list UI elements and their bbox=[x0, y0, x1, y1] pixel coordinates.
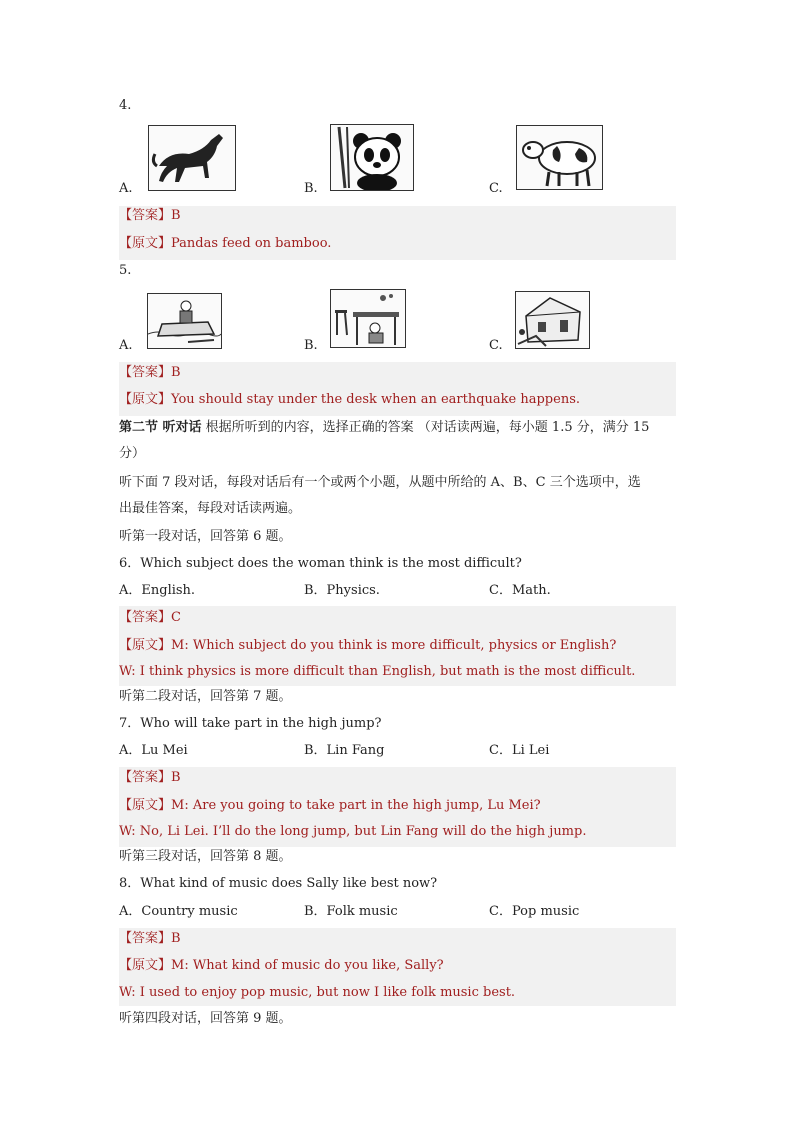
dialog1-intro: 听第一段对话，回答第 6 题。 bbox=[119, 529, 292, 544]
source-text: M: What kind of music do you like, Sally? bbox=[171, 958, 444, 973]
q8-source-2: W: I used to enjoy pop music, but now I like folk music best. bbox=[119, 985, 516, 1000]
q8-source-1 bbox=[119, 957, 676, 975]
answer-tag: 【答案】 bbox=[119, 610, 172, 625]
boy-on-raft-picture bbox=[147, 293, 222, 349]
cow-picture bbox=[516, 125, 603, 190]
q6-source-1 bbox=[119, 637, 676, 655]
q4-option-b[interactable]: B. bbox=[304, 181, 318, 196]
q8-question: 8．What kind of music does Sally like best now? bbox=[119, 876, 438, 891]
dialog3-intro: 听第三段对话，回答第 8 题。 bbox=[119, 849, 292, 864]
earthquake-desk-icon bbox=[331, 290, 405, 347]
answer-value: B bbox=[171, 931, 181, 946]
q5-source bbox=[119, 391, 676, 409]
q6-source-2: W: I think physics is more difficult than English, but math is the most difficult. bbox=[119, 664, 636, 679]
answer-value: B bbox=[171, 365, 181, 380]
collapsed-house-icon bbox=[516, 292, 589, 348]
horse-picture bbox=[148, 125, 236, 191]
q7-option-a[interactable]: A．Lu Mei bbox=[119, 743, 188, 758]
section-paragraph-2: 出最佳答案，每段对话读两遍。 bbox=[119, 501, 302, 516]
horse-icon bbox=[149, 126, 235, 190]
q8-option-c[interactable]: C．Pop music bbox=[489, 904, 580, 919]
section-paragraph-1: 听下面 7 段对话，每段对话后有一个或两个小题，从题中所给的 A、B、C 三个选项中，选 bbox=[119, 475, 641, 490]
answer-tag: 【答案】 bbox=[119, 208, 172, 223]
panda-picture bbox=[330, 124, 414, 191]
q7-question: 7．Who will take part in the high jump? bbox=[119, 716, 382, 731]
source-text: M: Which subject do you think is more difficult, physics or English? bbox=[171, 638, 617, 653]
q8-option-a[interactable]: A．Country music bbox=[119, 904, 238, 919]
q5-option-a[interactable]: A. bbox=[119, 338, 133, 353]
answer-value: C bbox=[171, 610, 181, 625]
q5-number: 5. bbox=[119, 263, 132, 278]
q7-option-c[interactable]: C．Li Lei bbox=[489, 743, 550, 758]
q4-option-c[interactable]: C. bbox=[489, 181, 503, 196]
answer-tag: 【答案】 bbox=[119, 931, 172, 946]
section-heading bbox=[119, 419, 676, 437]
answer-value: B bbox=[171, 770, 181, 785]
source-tag: 【原文】 bbox=[119, 392, 172, 407]
q5-option-b[interactable]: B. bbox=[304, 338, 318, 353]
q6-answer bbox=[119, 609, 676, 627]
collapsed-house-picture bbox=[515, 291, 590, 349]
source-tag: 【原文】 bbox=[119, 958, 172, 973]
q6-question: 6．Which subject does the woman think is the most difficult? bbox=[119, 556, 522, 571]
q5-option-c[interactable]: C. bbox=[489, 338, 503, 353]
q4-number: 4. bbox=[119, 98, 132, 113]
q6-option-c[interactable]: C．Math. bbox=[489, 583, 551, 598]
q7-answer bbox=[119, 769, 676, 787]
section-instruction: 根据所听到的内容，选择正确的答案 （对话读两遍，每小题 1.5 分，满分 15 bbox=[201, 420, 650, 435]
answer-tag: 【答案】 bbox=[119, 770, 172, 785]
source-tag: 【原文】 bbox=[119, 236, 172, 251]
q8-option-b[interactable]: B．Folk music bbox=[304, 904, 398, 919]
q7-option-b[interactable]: B．Lin Fang bbox=[304, 743, 385, 758]
q4-option-a[interactable]: A. bbox=[119, 181, 133, 196]
dialog2-intro: 听第二段对话，回答第 7 题。 bbox=[119, 689, 292, 704]
answer-tag: 【答案】 bbox=[119, 365, 172, 380]
q4-source bbox=[119, 235, 676, 253]
q5-answer bbox=[119, 364, 676, 382]
source-text: You should stay under the desk when an earthquake happens. bbox=[171, 392, 580, 407]
q6-option-a[interactable]: A．English. bbox=[119, 583, 196, 598]
source-tag: 【原文】 bbox=[119, 638, 172, 653]
q7-source-1 bbox=[119, 797, 676, 815]
child-under-desk-picture bbox=[330, 289, 406, 348]
q7-source-2: W: No, Li Lei. I’ll do the long jump, but Lin Fang will do the high jump. bbox=[119, 824, 587, 839]
source-tag: 【原文】 bbox=[119, 798, 172, 813]
answer-value: B bbox=[171, 208, 181, 223]
panda-icon bbox=[331, 125, 413, 190]
q6-option-b[interactable]: B．Physics. bbox=[304, 583, 380, 598]
q4-answer bbox=[119, 207, 676, 225]
q8-answer bbox=[119, 930, 676, 948]
section-title: 第二节 听对话 bbox=[119, 420, 202, 435]
source-text: M: Are you going to take part in the high jump, Lu Mei? bbox=[171, 798, 541, 813]
section-instruction-cont: 分） bbox=[119, 446, 146, 461]
dialog4-intro: 听第四段对话，回答第 9 题。 bbox=[119, 1011, 292, 1026]
source-text: Pandas feed on bamboo. bbox=[171, 236, 332, 251]
cow-icon bbox=[517, 126, 602, 189]
flood-icon bbox=[148, 294, 221, 348]
